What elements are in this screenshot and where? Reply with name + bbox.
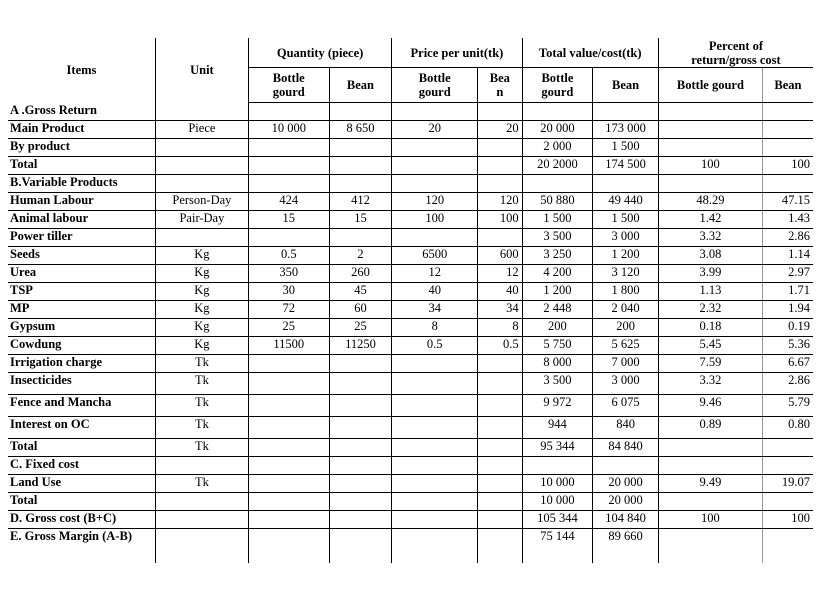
cell-qty-bottle-gourd: 25: [248, 319, 329, 337]
cell-unit: [155, 529, 248, 564]
table-row: [8, 283, 813, 301]
cell-price-bean: [478, 157, 522, 175]
header-price-bean: [478, 68, 522, 103]
cell-unit: Kg: [155, 301, 248, 319]
cell-pct-bean: 1.71: [762, 283, 813, 301]
cell-item: Power tiller: [8, 229, 155, 247]
cell-pct-bean: [762, 139, 813, 157]
cell-price-bean: [478, 439, 522, 457]
table-row: [8, 439, 813, 457]
cell-qty-bean: 15: [329, 211, 392, 229]
cell-item: By product: [8, 139, 155, 157]
cell-price-bean: 34: [478, 301, 522, 319]
cell-price-bottle-gourd: [392, 493, 478, 511]
cell-unit: [155, 493, 248, 511]
cell-item: MP: [8, 301, 155, 319]
table-row: [8, 355, 813, 373]
cell-price-bean: [478, 417, 522, 439]
cell-tv-bottle-gourd: 10 000: [522, 475, 593, 493]
cell-item: Cowdung: [8, 337, 155, 355]
cell-item: Total: [8, 157, 155, 175]
cell-pct-bottle-gourd: 0.18: [658, 319, 762, 337]
cell-pct-bottle-gourd: 3.32: [658, 373, 762, 395]
cell-tv-bean: 840: [593, 417, 659, 439]
cell-price-bottle-gourd: 34: [392, 301, 478, 319]
cell-tv-bean: 1 800: [593, 283, 659, 301]
cell-qty-bean: [329, 175, 392, 193]
table-row: [8, 337, 813, 355]
cell-item: Fence and Mancha: [8, 395, 155, 417]
cell-item: Irrigation charge: [8, 355, 155, 373]
cell-tv-bean: 7 000: [593, 355, 659, 373]
cell-qty-bottle-gourd: [248, 529, 329, 564]
cell-pct-bean: 5.79: [762, 395, 813, 417]
cell-tv-bottle-gourd: 8 000: [522, 355, 593, 373]
table-row: [8, 193, 813, 211]
cell-tv-bean: 6 075: [593, 395, 659, 417]
cell-qty-bean: [329, 373, 392, 395]
cell-tv-bean: 174 500: [593, 157, 659, 175]
cell-pct-bottle-gourd: 3.99: [658, 265, 762, 283]
cell-qty-bean: [329, 511, 392, 529]
header-percent-line1: Percent of: [708, 38, 764, 53]
cell-tv-bean: 3 120: [593, 265, 659, 283]
cell-tv-bottle-gourd: 10 000: [522, 493, 593, 511]
cell-unit: Kg: [155, 337, 248, 355]
cell-pct-bottle-gourd: [658, 139, 762, 157]
cell-qty-bottle-gourd: [248, 475, 329, 493]
table-row: [8, 395, 813, 417]
cell-price-bean: [478, 457, 522, 475]
header-qty-bottle-gourd: [248, 68, 329, 103]
cell-tv-bottle-gourd: 2 448: [522, 301, 593, 319]
cell-price-bottle-gourd: [392, 373, 478, 395]
cell-item: Interest on OC: [8, 417, 155, 439]
cell-qty-bean: [329, 157, 392, 175]
cell-unit: Tk: [155, 355, 248, 373]
header-items: Items: [66, 63, 97, 78]
cell-qty-bean: [329, 439, 392, 457]
cell-tv-bean: 3 000: [593, 373, 659, 395]
table-row: [8, 493, 813, 511]
header-tv-bottle-l1: Bottle: [541, 71, 574, 85]
header-price-bottle-gourd: [392, 68, 478, 103]
cell-qty-bottle-gourd: 10 000: [248, 121, 329, 139]
table-row: [8, 373, 813, 395]
cell-unit: Tk: [155, 373, 248, 395]
cell-price-bean: [478, 475, 522, 493]
cell-item: TSP: [8, 283, 155, 301]
cell-pct-bottle-gourd: 100: [658, 511, 762, 529]
cell-qty-bean: [329, 417, 392, 439]
cell-qty-bean: 2: [329, 247, 392, 265]
cell-pct-bean: [762, 529, 813, 564]
cell-item: Urea: [8, 265, 155, 283]
cell-price-bean: [478, 493, 522, 511]
cell-tv-bean: [593, 175, 659, 193]
cell-unit: Person-Day: [155, 193, 248, 211]
header-qty-bottle-l1: Bottle: [272, 71, 305, 85]
cell-tv-bean: 49 440: [593, 193, 659, 211]
table-row: [8, 157, 813, 175]
cell-pct-bottle-gourd: [658, 529, 762, 564]
cell-tv-bottle-gourd: 1 200: [522, 283, 593, 301]
cell-price-bean: [478, 395, 522, 417]
cell-tv-bottle-gourd: 1 500: [522, 211, 593, 229]
cell-pct-bean: 19.07: [762, 475, 813, 493]
cell-qty-bean: 8 650: [329, 121, 392, 139]
cell-price-bean: [478, 103, 522, 121]
cell-tv-bean: 3 000: [593, 229, 659, 247]
cell-price-bean: [478, 529, 522, 564]
cell-pct-bottle-gourd: [658, 457, 762, 475]
cell-pct-bottle-gourd: [658, 493, 762, 511]
cell-pct-bean: 1.94: [762, 301, 813, 319]
cell-qty-bean: 45: [329, 283, 392, 301]
cell-price-bottle-gourd: [392, 439, 478, 457]
cell-unit: Kg: [155, 319, 248, 337]
cell-price-bottle-gourd: [392, 475, 478, 493]
cell-pct-bean: 0.80: [762, 417, 813, 439]
cell-tv-bottle-gourd: 2 000: [522, 139, 593, 157]
cell-unit: Tk: [155, 475, 248, 493]
cell-tv-bean: 84 840: [593, 439, 659, 457]
cell-qty-bottle-gourd: 15: [248, 211, 329, 229]
header-price: Price per unit(tk): [392, 38, 522, 68]
cell-pct-bean: 2.97: [762, 265, 813, 283]
cell-price-bottle-gourd: [392, 529, 478, 564]
cell-tv-bean: 1 500: [593, 139, 659, 157]
header-price-bottle-l2: gourd: [418, 85, 451, 99]
cell-unit: [155, 229, 248, 247]
header-quantity: Quantity (piece): [248, 38, 391, 68]
cell-price-bean: 100: [478, 211, 522, 229]
cell-pct-bottle-gourd: 9.46: [658, 395, 762, 417]
table-row: [8, 529, 813, 564]
cell-qty-bottle-gourd: 11500: [248, 337, 329, 355]
cell-unit: Tk: [155, 395, 248, 417]
cell-pct-bottle-gourd: [658, 439, 762, 457]
cell-pct-bean: 5.36: [762, 337, 813, 355]
cell-pct-bottle-gourd: 1.13: [658, 283, 762, 301]
cell-item: Total: [8, 493, 155, 511]
cell-price-bottle-gourd: 8: [392, 319, 478, 337]
cell-item: Seeds: [8, 247, 155, 265]
cell-tv-bean: 1 200: [593, 247, 659, 265]
cell-price-bottle-gourd: 40: [392, 283, 478, 301]
header-price-bean-l1: Bea: [489, 71, 510, 85]
cell-price-bottle-gourd: [392, 417, 478, 439]
cell-tv-bean: [593, 103, 659, 121]
cell-price-bottle-gourd: [392, 157, 478, 175]
cell-tv-bottle-gourd: 200: [522, 319, 593, 337]
cell-tv-bean: 1 500: [593, 211, 659, 229]
header-price-bean-l2: n: [496, 85, 504, 99]
cell-tv-bottle-gourd: 75 144: [522, 529, 593, 564]
cell-qty-bean: 260: [329, 265, 392, 283]
cell-unit: Piece: [155, 121, 248, 139]
cell-tv-bottle-gourd: 50 880: [522, 193, 593, 211]
table-row: [8, 301, 813, 319]
table-row: [8, 247, 813, 265]
cell-tv-bottle-gourd: 944: [522, 417, 593, 439]
cell-tv-bottle-gourd: 5 750: [522, 337, 593, 355]
cell-price-bean: 12: [478, 265, 522, 283]
cell-tv-bean: 89 660: [593, 529, 659, 564]
cell-price-bottle-gourd: 12: [392, 265, 478, 283]
cell-pct-bottle-gourd: 7.59: [658, 355, 762, 373]
cell-unit: Kg: [155, 283, 248, 301]
cell-qty-bottle-gourd: [248, 417, 329, 439]
cell-pct-bottle-gourd: 5.45: [658, 337, 762, 355]
cell-item: Land Use: [8, 475, 155, 493]
header-pct-bottle-gourd: Bottle gourd: [658, 68, 762, 103]
cell-pct-bottle-gourd: 3.08: [658, 247, 762, 265]
cell-pct-bottle-gourd: 100: [658, 157, 762, 175]
table-row: [8, 265, 813, 283]
cell-tv-bottle-gourd: [522, 175, 593, 193]
cell-qty-bean: 60: [329, 301, 392, 319]
cell-pct-bean: [762, 175, 813, 193]
cell-pct-bottle-gourd: 3.32: [658, 229, 762, 247]
cell-qty-bottle-gourd: 72: [248, 301, 329, 319]
header-total-value: Total value/cost(tk): [522, 38, 658, 68]
cell-qty-bean: [329, 529, 392, 564]
header-qty-bottle-l2: gourd: [272, 85, 305, 99]
cell-qty-bottle-gourd: [248, 395, 329, 417]
table-row: [8, 211, 813, 229]
cell-price-bottle-gourd: [392, 457, 478, 475]
cell-qty-bottle-gourd: 350: [248, 265, 329, 283]
cell-price-bean: 0.5: [478, 337, 522, 355]
cell-qty-bottle-gourd: [248, 139, 329, 157]
cell-price-bottle-gourd: [392, 139, 478, 157]
cell-tv-bottle-gourd: 9 972: [522, 395, 593, 417]
cell-unit: [155, 457, 248, 475]
cell-item: B.Variable Products: [8, 175, 155, 193]
table-row: [8, 175, 813, 193]
header-unit: Unit: [155, 38, 248, 103]
cell-pct-bean: 2.86: [762, 229, 813, 247]
cell-unit: [155, 157, 248, 175]
cell-item: Insecticides: [8, 373, 155, 395]
header-price-bottle-l1: Bottle: [418, 71, 451, 85]
cell-pct-bean: [762, 439, 813, 457]
cell-qty-bean: [329, 355, 392, 373]
cell-price-bottle-gourd: 100: [392, 211, 478, 229]
cell-price-bean: 600: [478, 247, 522, 265]
cell-item: C. Fixed cost: [8, 457, 155, 475]
cell-unit: Tk: [155, 417, 248, 439]
cell-pct-bean: [762, 103, 813, 121]
cell-unit: [155, 139, 248, 157]
cell-price-bottle-gourd: 20: [392, 121, 478, 139]
cell-qty-bottle-gourd: [248, 373, 329, 395]
cell-unit: Pair-Day: [155, 211, 248, 229]
cell-pct-bean: 6.67: [762, 355, 813, 373]
cell-item: Total: [8, 439, 155, 457]
cell-qty-bottle-gourd: 424: [248, 193, 329, 211]
cell-pct-bean: [762, 493, 813, 511]
table-row: [8, 139, 813, 157]
cell-qty-bottle-gourd: [248, 493, 329, 511]
cell-unit: Kg: [155, 247, 248, 265]
table-row: [8, 475, 813, 493]
header-percent: [658, 38, 813, 68]
cell-price-bottle-gourd: 6500: [392, 247, 478, 265]
cell-pct-bottle-gourd: 0.89: [658, 417, 762, 439]
cell-pct-bottle-gourd: [658, 103, 762, 121]
cell-qty-bottle-gourd: [248, 229, 329, 247]
cell-price-bean: [478, 175, 522, 193]
cell-qty-bean: 11250: [329, 337, 392, 355]
cell-pct-bottle-gourd: 1.42: [658, 211, 762, 229]
cell-qty-bottle-gourd: 30: [248, 283, 329, 301]
cell-qty-bean: [329, 139, 392, 157]
cell-item: Animal labour: [8, 211, 155, 229]
cell-unit: [155, 511, 248, 529]
cell-price-bean: 8: [478, 319, 522, 337]
cell-tv-bean: [593, 457, 659, 475]
cell-qty-bottle-gourd: [248, 157, 329, 175]
table-row: [8, 103, 813, 121]
cell-pct-bean: [762, 457, 813, 475]
cell-tv-bottle-gourd: [522, 103, 593, 121]
cell-qty-bean: 25: [329, 319, 392, 337]
cell-pct-bean: 1.43: [762, 211, 813, 229]
cell-pct-bottle-gourd: 48.29: [658, 193, 762, 211]
cell-pct-bean: 100: [762, 511, 813, 529]
cell-qty-bean: [329, 103, 392, 121]
cell-item: A .Gross Return: [8, 103, 155, 121]
cell-pct-bean: 1.14: [762, 247, 813, 265]
cell-qty-bean: [329, 475, 392, 493]
cell-qty-bottle-gourd: [248, 439, 329, 457]
header-qty-bean: Bean: [329, 68, 392, 103]
cell-qty-bottle-gourd: [248, 511, 329, 529]
table-row: [8, 457, 813, 475]
cell-tv-bottle-gourd: 3 500: [522, 229, 593, 247]
cell-tv-bottle-gourd: [522, 457, 593, 475]
cell-price-bean: 20: [478, 121, 522, 139]
table-row: [8, 417, 813, 439]
cell-price-bottle-gourd: 120: [392, 193, 478, 211]
header-tv-bean: Bean: [593, 68, 659, 103]
cell-qty-bottle-gourd: [248, 103, 329, 121]
table-row: [8, 511, 813, 529]
cell-price-bean: [478, 373, 522, 395]
cell-tv-bean: 20 000: [593, 475, 659, 493]
cell-price-bean: [478, 511, 522, 529]
cell-tv-bottle-gourd: 3 500: [522, 373, 593, 395]
header-tv-bottle-l2: gourd: [541, 85, 574, 99]
cell-price-bean: 120: [478, 193, 522, 211]
cell-price-bottle-gourd: [392, 511, 478, 529]
cell-item: Main Product: [8, 121, 155, 139]
cell-price-bean: [478, 355, 522, 373]
cell-pct-bean: 2.86: [762, 373, 813, 395]
cell-qty-bean: [329, 229, 392, 247]
cell-price-bottle-gourd: [392, 395, 478, 417]
cell-tv-bean: 20 000: [593, 493, 659, 511]
cell-item: Human Labour: [8, 193, 155, 211]
cell-pct-bean: 47.15: [762, 193, 813, 211]
cell-tv-bottle-gourd: 20 2000: [522, 157, 593, 175]
cell-qty-bean: [329, 457, 392, 475]
cell-pct-bean: 0.19: [762, 319, 813, 337]
cell-pct-bottle-gourd: [658, 121, 762, 139]
cell-price-bean: [478, 229, 522, 247]
cell-pct-bean: [762, 121, 813, 139]
cell-pct-bottle-gourd: 9.49: [658, 475, 762, 493]
table-row: [8, 121, 813, 139]
cell-pct-bean: 100: [762, 157, 813, 175]
header-tv-bottle-gourd: [522, 68, 593, 103]
cell-price-bean: 40: [478, 283, 522, 301]
cell-unit: Kg: [155, 265, 248, 283]
cell-tv-bean: 104 840: [593, 511, 659, 529]
cell-tv-bean: 2 040: [593, 301, 659, 319]
cell-tv-bottle-gourd: 20 000: [522, 121, 593, 139]
cell-pct-bottle-gourd: 2.32: [658, 301, 762, 319]
cell-unit: Tk: [155, 439, 248, 457]
header-percent-line2: return/gross cost: [691, 52, 781, 67]
cell-price-bean: [478, 139, 522, 157]
cell-tv-bottle-gourd: 95 344: [522, 439, 593, 457]
cell-qty-bottle-gourd: [248, 355, 329, 373]
cell-tv-bean: 173 000: [593, 121, 659, 139]
cell-unit: [155, 103, 248, 121]
cell-tv-bottle-gourd: 4 200: [522, 265, 593, 283]
cell-price-bottle-gourd: [392, 175, 478, 193]
cell-qty-bean: [329, 493, 392, 511]
cell-price-bottle-gourd: 0.5: [392, 337, 478, 355]
cell-item: D. Gross cost (B+C): [8, 511, 155, 529]
cell-pct-bottle-gourd: [658, 175, 762, 193]
cell-tv-bean: 5 625: [593, 337, 659, 355]
header-pct-bean: Bean: [762, 68, 813, 103]
cell-qty-bottle-gourd: [248, 175, 329, 193]
cell-tv-bean: 200: [593, 319, 659, 337]
cell-price-bottle-gourd: [392, 103, 478, 121]
cell-tv-bottle-gourd: 105 344: [522, 511, 593, 529]
cell-price-bottle-gourd: [392, 229, 478, 247]
cell-item: Gypsum: [8, 319, 155, 337]
table-row: [8, 229, 813, 247]
cell-unit: [155, 175, 248, 193]
cell-qty-bottle-gourd: 0.5: [248, 247, 329, 265]
cell-qty-bottle-gourd: [248, 457, 329, 475]
cost-return-table: [8, 38, 813, 563]
table-row: [8, 319, 813, 337]
cell-qty-bean: [329, 395, 392, 417]
cell-tv-bottle-gourd: 3 250: [522, 247, 593, 265]
cell-item: E. Gross Margin (A-B): [10, 529, 132, 543]
cell-qty-bean: 412: [329, 193, 392, 211]
cell-price-bottle-gourd: [392, 355, 478, 373]
